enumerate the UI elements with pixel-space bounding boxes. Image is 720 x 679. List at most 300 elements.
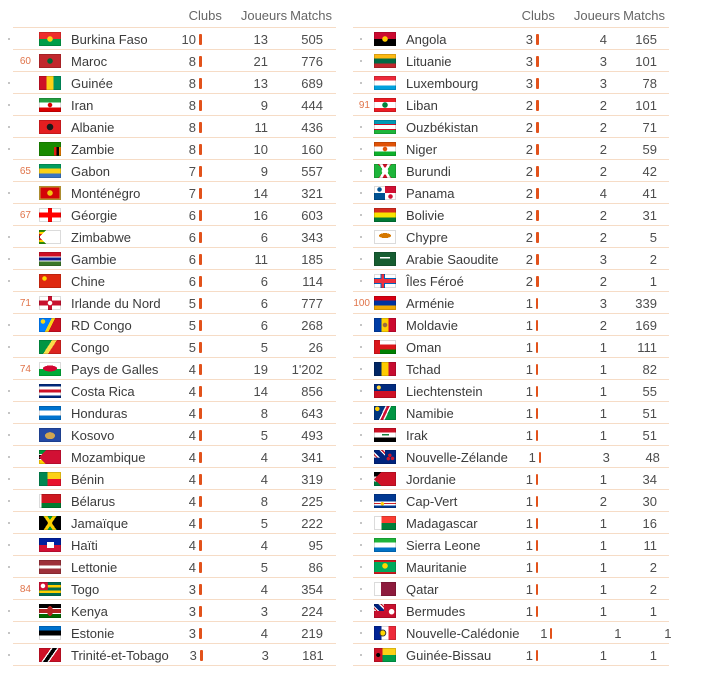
table-row[interactable] bbox=[353, 116, 669, 138]
country-name: Nouvelle-Zélande bbox=[406, 449, 508, 465]
country-name: Irlande du Nord bbox=[71, 295, 161, 311]
matchs-value: 31 bbox=[642, 207, 657, 223]
joueurs-value: 16 bbox=[253, 207, 268, 223]
table-row[interactable] bbox=[1, 28, 336, 50]
rank-cell bbox=[1, 226, 31, 248]
column-header-matchs: Matchs bbox=[623, 8, 665, 23]
clubs-bar bbox=[200, 650, 203, 661]
rank-cell bbox=[1, 402, 31, 424]
clubs-bar-cell bbox=[196, 622, 210, 644]
clubs-bar bbox=[199, 34, 202, 45]
clubs-bar-cell bbox=[533, 204, 547, 226]
clubs-bar bbox=[199, 342, 202, 353]
clubs-bar-cell bbox=[533, 644, 547, 666]
flag-kenya-icon bbox=[39, 604, 61, 618]
joueurs-value: 2 bbox=[599, 97, 607, 113]
table-row[interactable] bbox=[1, 72, 336, 94]
joueurs-value: 3 bbox=[602, 449, 610, 465]
clubs-value: 2 bbox=[525, 229, 533, 245]
joueurs-value: 5 bbox=[260, 339, 268, 355]
table-row[interactable] bbox=[353, 72, 669, 94]
matchs-value: 493 bbox=[301, 427, 323, 443]
clubs-bar bbox=[536, 408, 538, 419]
clubs-bar bbox=[536, 518, 538, 529]
country-name: Îles Féroé bbox=[406, 273, 464, 289]
flag-lituanie-icon bbox=[374, 54, 396, 68]
clubs-value: 6 bbox=[188, 229, 196, 245]
table-row[interactable] bbox=[353, 28, 669, 50]
clubs-value: 8 bbox=[188, 119, 196, 135]
clubs-value: 1 bbox=[525, 383, 533, 399]
matchs-value: 1 bbox=[664, 625, 672, 641]
rank-dot bbox=[8, 38, 10, 40]
table-row[interactable] bbox=[353, 578, 669, 600]
rank-dot bbox=[360, 258, 362, 260]
rank-dot bbox=[360, 324, 362, 326]
flag-bermudes-icon bbox=[374, 604, 396, 618]
country-name: Qatar bbox=[406, 581, 439, 597]
flag-angola-icon bbox=[374, 32, 396, 46]
table-row[interactable] bbox=[353, 314, 669, 336]
matchs-value: 505 bbox=[301, 31, 323, 47]
clubs-bar-cell bbox=[196, 292, 210, 314]
flag-bolivie-icon bbox=[374, 208, 396, 222]
joueurs-value: 6 bbox=[260, 229, 268, 245]
flag-tchad-icon bbox=[374, 362, 396, 376]
table-row[interactable] bbox=[353, 446, 669, 468]
joueurs-value: 4 bbox=[260, 449, 268, 465]
clubs-bar-cell bbox=[196, 72, 210, 94]
table-row[interactable] bbox=[1, 226, 336, 248]
matchs-value: 776 bbox=[301, 53, 323, 69]
clubs-bar bbox=[536, 496, 538, 507]
country-name: Oman bbox=[406, 339, 442, 355]
table-row[interactable] bbox=[353, 468, 669, 490]
country-name: Cap-Vert bbox=[406, 493, 458, 509]
table-row[interactable] bbox=[353, 94, 669, 116]
table-row[interactable] bbox=[1, 446, 336, 468]
rank-dot bbox=[360, 82, 362, 84]
country-name: Chypre bbox=[406, 229, 448, 245]
clubs-bar-cell bbox=[196, 468, 210, 490]
table-row[interactable] bbox=[1, 336, 336, 358]
table-body-left bbox=[1, 28, 336, 666]
country-name: Jordanie bbox=[406, 471, 456, 487]
clubs-value: 7 bbox=[188, 163, 196, 179]
rank-cell bbox=[353, 578, 370, 600]
joueurs-value: 2 bbox=[599, 273, 607, 289]
rank-label: 84 bbox=[19, 583, 31, 595]
clubs-bar-cell bbox=[533, 72, 547, 94]
table-row[interactable] bbox=[353, 622, 672, 644]
table-row[interactable] bbox=[1, 512, 336, 534]
clubs-value: 2 bbox=[525, 141, 533, 157]
rank-dot bbox=[360, 192, 362, 194]
clubs-value: 1 bbox=[525, 581, 533, 597]
matchs-value: 339 bbox=[635, 295, 657, 311]
rank-dot bbox=[360, 632, 362, 634]
matchs-value: 603 bbox=[301, 207, 323, 223]
clubs-bar bbox=[199, 452, 202, 463]
country-name: Chine bbox=[71, 273, 105, 289]
rank-dot bbox=[360, 588, 362, 590]
country-name: Irak bbox=[406, 427, 428, 443]
clubs-bar-cell bbox=[196, 50, 210, 72]
clubs-bar-cell bbox=[533, 116, 547, 138]
matchs-value: 225 bbox=[301, 493, 323, 509]
table-row[interactable] bbox=[1, 578, 336, 600]
joueurs-value: 9 bbox=[260, 97, 268, 113]
matchs-value: 2 bbox=[649, 251, 657, 267]
clubs-bar-cell bbox=[533, 94, 547, 116]
matchs-value: 1 bbox=[649, 273, 657, 289]
flag-togo-icon bbox=[39, 582, 61, 596]
rank-cell bbox=[353, 50, 370, 72]
country-name: Bermudes bbox=[406, 603, 466, 619]
rank-cell bbox=[353, 28, 370, 50]
country-name: Liban bbox=[406, 97, 438, 113]
rank-cell bbox=[1, 270, 31, 292]
rank-dot bbox=[8, 610, 10, 612]
table-row[interactable] bbox=[1, 600, 336, 622]
clubs-value: 5 bbox=[188, 295, 196, 311]
country-name: Kenya bbox=[71, 603, 108, 619]
rank-cell bbox=[1, 72, 31, 94]
clubs-value: 1 bbox=[525, 339, 533, 355]
table-row[interactable] bbox=[353, 292, 669, 314]
rank-dot bbox=[8, 632, 10, 634]
rank-dot bbox=[8, 390, 10, 392]
clubs-value: 1 bbox=[525, 493, 533, 509]
flag-panama-icon bbox=[374, 186, 396, 200]
country-name: Maroc bbox=[71, 53, 108, 69]
table-row[interactable] bbox=[353, 270, 669, 292]
column-header-matchs: Matchs bbox=[290, 8, 332, 23]
country-name: Gabon bbox=[71, 163, 111, 179]
flag-gabon-icon bbox=[39, 164, 61, 178]
table-row[interactable] bbox=[353, 138, 669, 160]
clubs-value: 4 bbox=[188, 383, 196, 399]
table-row[interactable] bbox=[1, 314, 336, 336]
clubs-value: 8 bbox=[188, 75, 196, 91]
flag-jordanie-icon bbox=[374, 472, 396, 486]
rank-dot bbox=[360, 566, 362, 568]
clubs-bar bbox=[199, 276, 202, 287]
clubs-value: 2 bbox=[525, 97, 533, 113]
table-row[interactable] bbox=[1, 534, 336, 556]
table-row[interactable] bbox=[1, 138, 336, 160]
table-row[interactable] bbox=[1, 424, 336, 446]
clubs-value: 4 bbox=[188, 405, 196, 421]
rank-cell bbox=[353, 270, 370, 292]
country-name: Namibie bbox=[406, 405, 454, 421]
rank-cell bbox=[353, 622, 370, 644]
table-row[interactable] bbox=[353, 512, 669, 534]
clubs-bar-cell bbox=[196, 424, 210, 446]
clubs-bar-cell bbox=[533, 270, 547, 292]
clubs-bar-cell bbox=[197, 644, 211, 666]
clubs-value: 2 bbox=[525, 185, 533, 201]
flag-gambie-icon bbox=[39, 252, 61, 266]
clubs-bar bbox=[199, 606, 202, 617]
matchs-value: 354 bbox=[301, 581, 323, 597]
flag-congo-icon bbox=[39, 340, 61, 354]
clubs-bar bbox=[199, 100, 202, 111]
rank-cell bbox=[353, 292, 370, 314]
clubs-bar bbox=[536, 430, 538, 441]
joueurs-value: 1 bbox=[599, 559, 607, 575]
flag-iles-feroe-icon bbox=[374, 274, 396, 288]
table-row[interactable] bbox=[353, 534, 669, 556]
table-row[interactable] bbox=[1, 468, 336, 490]
clubs-bar-cell bbox=[196, 182, 210, 204]
matchs-value: 160 bbox=[301, 141, 323, 157]
clubs-bar bbox=[536, 562, 538, 573]
table-row[interactable] bbox=[1, 204, 336, 226]
table-row[interactable] bbox=[1, 490, 336, 512]
clubs-value: 4 bbox=[188, 471, 196, 487]
table-row[interactable] bbox=[1, 644, 336, 666]
table-row[interactable] bbox=[1, 116, 336, 138]
table-row[interactable] bbox=[353, 556, 669, 578]
clubs-value: 4 bbox=[188, 449, 196, 465]
joueurs-value: 2 bbox=[599, 207, 607, 223]
rank-label: 67 bbox=[19, 209, 31, 221]
country-name: Liechtenstein bbox=[406, 383, 483, 399]
clubs-bar bbox=[536, 254, 539, 265]
rank-cell bbox=[353, 160, 370, 182]
rank-cell bbox=[1, 116, 31, 138]
table-row[interactable] bbox=[353, 424, 669, 446]
flag-madagascar-icon bbox=[374, 516, 396, 530]
clubs-bar bbox=[536, 606, 538, 617]
joueurs-value: 4 bbox=[599, 31, 607, 47]
country-name: Nouvelle-Calédonie bbox=[406, 625, 520, 641]
flag-ouzbekistan-icon bbox=[374, 120, 396, 134]
clubs-bar-cell bbox=[196, 226, 210, 248]
table-row[interactable] bbox=[1, 358, 336, 380]
matchs-value: 26 bbox=[308, 339, 323, 355]
clubs-bar bbox=[536, 78, 539, 89]
clubs-bar bbox=[199, 430, 202, 441]
rank-dot bbox=[360, 456, 362, 458]
table-row[interactable] bbox=[1, 380, 336, 402]
clubs-value: 1 bbox=[525, 537, 533, 553]
joueurs-value: 10 bbox=[253, 141, 268, 157]
clubs-value: 1 bbox=[540, 625, 548, 641]
joueurs-value: 14 bbox=[253, 185, 268, 201]
matchs-value: 219 bbox=[301, 625, 323, 641]
table-row[interactable] bbox=[1, 556, 336, 578]
clubs-bar-cell bbox=[196, 534, 210, 556]
matchs-value: 5 bbox=[649, 229, 657, 245]
rank-cell bbox=[1, 138, 31, 160]
clubs-value: 3 bbox=[525, 53, 533, 69]
table-row[interactable] bbox=[353, 490, 669, 512]
table-row[interactable] bbox=[1, 182, 336, 204]
country-name: Arménie bbox=[406, 295, 455, 311]
joueurs-value: 8 bbox=[260, 405, 268, 421]
table-row[interactable] bbox=[353, 358, 669, 380]
rank-cell bbox=[353, 72, 370, 94]
flag-zambie-icon bbox=[39, 142, 61, 156]
clubs-value: 3 bbox=[525, 75, 533, 91]
rank-label: 60 bbox=[19, 55, 31, 67]
clubs-value: 4 bbox=[188, 493, 196, 509]
flag-armenie-icon bbox=[374, 296, 396, 310]
clubs-bar bbox=[199, 628, 202, 639]
joueurs-value: 1 bbox=[599, 383, 607, 399]
flag-maroc-icon bbox=[39, 54, 61, 68]
clubs-value: 1 bbox=[525, 647, 533, 663]
flag-niger-icon bbox=[374, 142, 396, 156]
country-name: Luxembourg bbox=[406, 75, 479, 91]
rank-cell bbox=[353, 490, 370, 512]
clubs-bar-cell bbox=[547, 622, 561, 644]
joueurs-value: 4 bbox=[260, 625, 268, 641]
table-row[interactable] bbox=[353, 226, 669, 248]
joueurs-value: 14 bbox=[253, 383, 268, 399]
clubs-bar bbox=[199, 188, 202, 199]
rank-cell bbox=[1, 358, 31, 380]
clubs-bar bbox=[199, 232, 202, 243]
matchs-value: 59 bbox=[642, 141, 657, 157]
joueurs-value: 4 bbox=[260, 537, 268, 553]
flag-honduras-icon bbox=[39, 406, 61, 420]
country-name: Bolivie bbox=[406, 207, 445, 223]
rank-cell bbox=[353, 512, 370, 534]
table-row[interactable] bbox=[353, 380, 669, 402]
flag-guinee-bissau-icon bbox=[374, 648, 396, 662]
joueurs-value: 3 bbox=[261, 647, 269, 663]
rank-cell bbox=[1, 160, 31, 182]
matchs-value: 2 bbox=[649, 559, 657, 575]
joueurs-value: 5 bbox=[260, 515, 268, 531]
rank-dot bbox=[8, 412, 10, 414]
matchs-value: 111 bbox=[637, 339, 657, 355]
rank-dot bbox=[360, 236, 362, 238]
rank-dot bbox=[360, 390, 362, 392]
joueurs-value: 5 bbox=[260, 427, 268, 443]
matchs-value: 165 bbox=[635, 31, 657, 47]
rank-dot bbox=[8, 654, 10, 656]
clubs-bar bbox=[536, 364, 538, 375]
flag-iran-icon bbox=[39, 98, 61, 112]
matchs-value: 777 bbox=[301, 295, 323, 311]
clubs-bar-cell bbox=[533, 28, 547, 50]
clubs-bar bbox=[536, 276, 539, 287]
flag-sierra-leone-icon bbox=[374, 538, 396, 552]
country-name: Arabie Saoudite bbox=[406, 251, 499, 267]
table-row[interactable] bbox=[1, 50, 336, 72]
clubs-bar-cell bbox=[533, 50, 547, 72]
clubs-value: 6 bbox=[188, 273, 196, 289]
table-row[interactable] bbox=[353, 204, 669, 226]
clubs-value: 2 bbox=[525, 273, 533, 289]
clubs-bar bbox=[536, 386, 538, 397]
joueurs-value: 1 bbox=[599, 537, 607, 553]
table-row[interactable] bbox=[1, 622, 336, 644]
flag-mauritanie-icon bbox=[374, 560, 396, 574]
clubs-value: 1 bbox=[525, 295, 533, 311]
flag-jamaique-icon bbox=[39, 516, 61, 530]
country-name: Lettonie bbox=[71, 559, 118, 575]
clubs-bar bbox=[199, 474, 202, 485]
rank-cell bbox=[353, 468, 370, 490]
rank-label: 74 bbox=[19, 363, 31, 375]
clubs-value: 3 bbox=[525, 31, 533, 47]
rank-dot bbox=[8, 544, 10, 546]
matchs-value: 16 bbox=[642, 515, 657, 531]
table-header bbox=[1, 3, 336, 28]
table-row[interactable] bbox=[1, 94, 336, 116]
matchs-value: 71 bbox=[642, 119, 657, 135]
table-row[interactable] bbox=[1, 402, 336, 424]
table-row[interactable] bbox=[353, 50, 669, 72]
table-row[interactable] bbox=[353, 644, 669, 666]
country-name: Honduras bbox=[71, 405, 128, 421]
matchs-value: 101 bbox=[635, 97, 657, 113]
clubs-value: 1 bbox=[525, 603, 533, 619]
rank-dot bbox=[8, 324, 10, 326]
flag-haiti-icon bbox=[39, 538, 61, 552]
joueurs-value: 13 bbox=[253, 31, 268, 47]
rank-cell bbox=[1, 380, 31, 402]
table-row[interactable] bbox=[1, 292, 336, 314]
matchs-value: 643 bbox=[301, 405, 323, 421]
joueurs-value: 21 bbox=[253, 53, 268, 69]
joueurs-value: 1 bbox=[599, 361, 607, 377]
rank-dot bbox=[360, 500, 362, 502]
table-row[interactable] bbox=[353, 160, 669, 182]
rank-cell bbox=[353, 424, 370, 446]
table-row[interactable] bbox=[353, 402, 669, 424]
table-row[interactable] bbox=[1, 248, 336, 270]
table-row[interactable] bbox=[1, 160, 336, 182]
clubs-bar bbox=[536, 474, 538, 485]
joueurs-value: 11 bbox=[254, 119, 268, 135]
rank-cell bbox=[1, 314, 31, 336]
rank-dot bbox=[8, 346, 10, 348]
joueurs-value: 4 bbox=[599, 185, 607, 201]
country-name: Kosovo bbox=[71, 427, 115, 443]
rank-cell bbox=[353, 556, 370, 578]
clubs-bar bbox=[199, 166, 202, 177]
rank-dot bbox=[8, 434, 10, 436]
table-row[interactable] bbox=[1, 270, 336, 292]
rank-dot bbox=[8, 148, 10, 150]
column-header-joueurs: Joueurs bbox=[573, 8, 621, 23]
rank-label: 65 bbox=[19, 165, 31, 177]
joueurs-value: 5 bbox=[260, 559, 268, 575]
clubs-value: 4 bbox=[188, 515, 196, 531]
table-row[interactable] bbox=[353, 248, 669, 270]
clubs-value: 8 bbox=[188, 53, 196, 69]
joueurs-value: 1 bbox=[599, 581, 607, 597]
rank-label: 91 bbox=[358, 99, 370, 111]
matchs-value: 2 bbox=[649, 581, 657, 597]
table-row[interactable] bbox=[353, 182, 669, 204]
table-row[interactable] bbox=[353, 600, 669, 622]
rank-cell bbox=[353, 314, 370, 336]
country-name: Pays de Galles bbox=[71, 361, 159, 377]
clubs-value: 6 bbox=[188, 251, 196, 267]
clubs-bar-cell bbox=[533, 512, 547, 534]
clubs-value: 1 bbox=[528, 449, 536, 465]
table-row[interactable] bbox=[353, 336, 669, 358]
clubs-bar bbox=[536, 56, 539, 67]
clubs-value: 3 bbox=[188, 625, 196, 641]
